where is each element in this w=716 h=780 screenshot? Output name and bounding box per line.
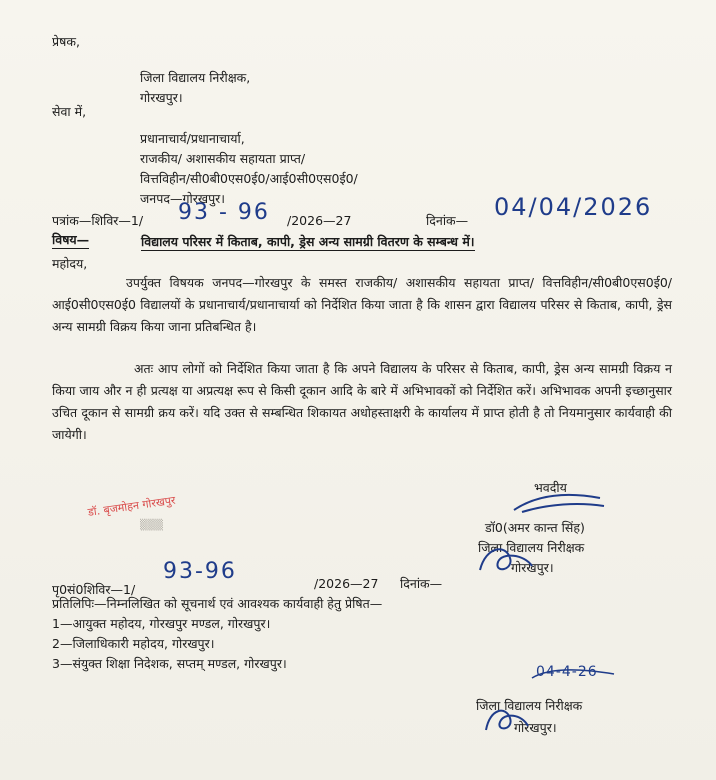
copy-city: गोरखपुर।	[514, 720, 557, 735]
copy-item-3: 3—संयुक्त शिक्षा निदेशक, सप्तम् मण्डल, गोरखपुर।	[52, 656, 287, 671]
signature-1	[508, 490, 608, 518]
copy-designation: जिला विद्यालय निरीक्षक	[476, 698, 583, 713]
ref-date-label: दिनांक—	[426, 213, 469, 228]
signature-loop-1	[476, 540, 536, 580]
signature-2	[528, 660, 618, 684]
ref-number-handwritten: 93 - 96	[178, 200, 270, 225]
signature-loop-2	[482, 702, 532, 738]
copy-item-2: 2—जिलाधिकारी महोदय, गोरखपुर।	[52, 636, 215, 651]
copy-sign-date-handwritten: 04-4-26	[536, 664, 598, 680]
recipient-line-2: राजकीय/ अशासकीय सहायता प्राप्त/	[140, 151, 306, 166]
salutation: महोदय,	[52, 256, 88, 271]
sender-label: प्रेषक,	[52, 34, 80, 49]
red-stamp-text: डॉ. बृजमोहन गोरखपुर	[87, 493, 177, 519]
recipient-label: सेवा में,	[52, 104, 87, 119]
subject-label: विषय—	[52, 232, 90, 247]
faint-mark: ▒▒▒	[140, 520, 164, 531]
ref-date-handwritten: 04/04/2026	[494, 193, 653, 221]
copy-item-1: 1—आयुक्त महोदय, गोरखपुर मण्डल, गोरखपुर।	[52, 616, 271, 631]
sender-city: गोरखपुर।	[140, 90, 183, 105]
closing-city: गोरखपुर।	[511, 560, 554, 575]
recipient-line-1: प्रधानाचार्य/प्रधानाचार्या,	[140, 131, 245, 146]
subject-text: विद्यालय परिसर में किताब, कापी, ड्रेस अन्य सामग्री वितरण के सम्बन्ध में।	[141, 234, 475, 249]
copy-prefix: पृ0सं0शिविर—1/	[52, 582, 136, 597]
copy-intro: प्रतिलिपिः—निम्नलिखित को सूचनार्थ एवं आवश्यक कार्यवाही हेतु प्रेषित—	[52, 596, 383, 611]
recipient-line-3: वित्तविहीन/सी0बी0एस0ई0/आई0सी0एस0ई0/	[140, 171, 358, 186]
body-paragraph-1: उपर्युक्त विषयक जनपद—गोरखपुर के समस्त राजकीय/ अशासकीय सहायता प्राप्त/ वित्तविहीन/सी0बी0एस0ई0/आई0सी0एस0ई0 विद्यालयों के प्रधानाचार्य/प्रधानाचार्या को निर्देशित किया जाता है कि शासन द्वारा विद्यालय परिसर से किताब, कापी, ड्रेस अन्य सामग्री विक्रय किया जाना प्रतिबन्धित है।	[52, 275, 672, 334]
body-paragraph-2: अतः आप लोगों को निर्देशित किया जाता है कि अपने विद्यालय के परिसर से किताब, कापी, ड्रेस अन्य सामग्री विक्रय न किया जाय और न ही प्रत्यक्ष या अप्रत्यक्ष रूप से किसी दूकान आदि के बारे में अभिभावकों को निर्देशित करें। अभिभावक अपनी इच्छानुसार उचित दूकान से सामग्री क्रय करें। यदि उक्त से सम्बन्धित शिकायत अधोहस्ताक्षरी के कार्यालय में प्राप्त होती है तो नियमानुसार कार्यवाही की जायेगी।	[52, 361, 672, 442]
ref-prefix: पत्रांक—शिविर—1/	[52, 213, 144, 228]
closing-label: भवदीय	[534, 480, 567, 495]
recipient-line-4: जनपद—गोरखपुर।	[140, 191, 226, 206]
ref-year: /2026—27	[287, 213, 352, 228]
copy-date-label: दिनांक—	[400, 576, 443, 591]
copy-year: /2026—27	[314, 576, 379, 591]
sender-name: जिला विद्यालय निरीक्षक,	[140, 70, 251, 85]
closing-designation: जिला विद्यालय निरीक्षक	[478, 540, 585, 555]
copy-number-handwritten: 93-96	[163, 559, 237, 584]
closing-name: डॉ0(अमर कान्त सिंह)	[485, 520, 585, 535]
